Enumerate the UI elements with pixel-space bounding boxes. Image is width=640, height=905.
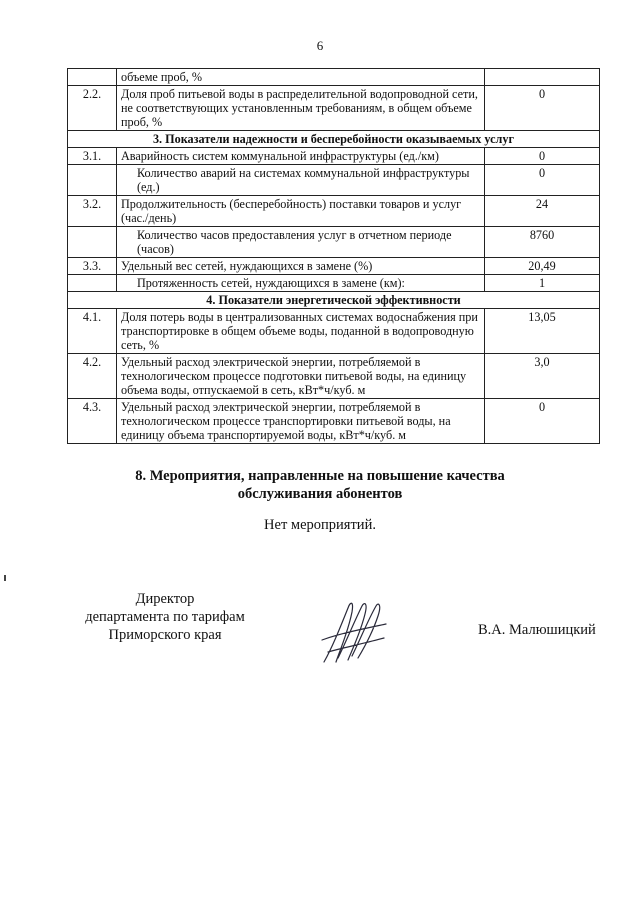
row-number: 4.3. bbox=[68, 399, 117, 444]
signer-title-line-2: департамента по тарифам bbox=[85, 609, 245, 625]
indicator-name: Доля потерь воды в централизованных системах водоснабжения при транспортировке в общем объеме воды, поданной в водопроводную сеть, % bbox=[117, 309, 485, 354]
handwritten-signature-icon bbox=[318, 598, 390, 666]
indicator-value: 0 bbox=[485, 399, 600, 444]
indicator-name: Количество часов предоставления услуг в отчетном периоде (часов) bbox=[117, 227, 485, 258]
table-row bbox=[68, 165, 600, 196]
row-number: 4.1. bbox=[68, 309, 117, 354]
row-number: 3.3. bbox=[68, 258, 117, 275]
indicator-value: 3,0 bbox=[485, 354, 600, 399]
indicators-table-body bbox=[68, 69, 600, 444]
table-row bbox=[68, 227, 600, 258]
indicator-name: Удельный расход электрической энергии, потребляемой в технологическом процессе подготовки питьевой воды, на единицу объема воды, отпускаемой в сеть, кВт*ч/куб. м bbox=[117, 354, 485, 399]
signer-title-line-3: Приморского края bbox=[108, 627, 222, 643]
margin-mark bbox=[4, 575, 6, 581]
indicator-name: объеме проб, % bbox=[117, 69, 485, 86]
section-8-heading-line-1: 8. Мероприятия, направленные на повышение качества bbox=[135, 468, 505, 484]
indicator-value: 1 bbox=[485, 275, 600, 292]
signer-name: В.А. Малюшицкий bbox=[478, 622, 596, 638]
signer-title-line-1: Директор bbox=[135, 591, 195, 607]
indicator-name: Аварийность систем коммунальной инфраструктуры (ед./км) bbox=[117, 148, 485, 165]
section-header-row bbox=[68, 131, 600, 148]
signer-title bbox=[60, 590, 270, 644]
table-row bbox=[68, 148, 600, 165]
indicator-value: 8760 bbox=[485, 227, 600, 258]
table-row bbox=[68, 258, 600, 275]
section-title: 4. Показатели энергетической эффективности bbox=[68, 292, 600, 309]
no-measures-text: Нет мероприятий. bbox=[264, 517, 376, 533]
table-row bbox=[68, 69, 600, 86]
row-number bbox=[68, 165, 117, 196]
row-number bbox=[68, 227, 117, 258]
table-row bbox=[68, 354, 600, 399]
indicator-name: Удельный вес сетей, нуждающихся в замене (%) bbox=[117, 258, 485, 275]
table-row bbox=[68, 86, 600, 131]
indicator-value: 24 bbox=[485, 196, 600, 227]
indicators-table bbox=[67, 68, 600, 444]
row-number: 4.2. bbox=[68, 354, 117, 399]
row-number bbox=[68, 275, 117, 292]
row-number: 3.2. bbox=[68, 196, 117, 227]
section-8-heading-line-2: обслуживания абонентов bbox=[237, 486, 403, 502]
table-row bbox=[68, 399, 600, 444]
indicator-name: Продолжительность (бесперебойность) поставки товаров и услуг (час./день) bbox=[117, 196, 485, 227]
indicator-name: Количество аварий на системах коммунальной инфраструктуры (ед.) bbox=[117, 165, 485, 196]
indicator-value: 0 bbox=[485, 165, 600, 196]
section-header-row bbox=[68, 292, 600, 309]
table-row bbox=[68, 196, 600, 227]
section-8-heading bbox=[0, 467, 640, 503]
indicator-value: 20,49 bbox=[485, 258, 600, 275]
row-number: 3.1. bbox=[68, 148, 117, 165]
section-title: 3. Показатели надежности и бесперебойности оказываемых услуг bbox=[68, 131, 600, 148]
table-row bbox=[68, 309, 600, 354]
row-number bbox=[68, 69, 117, 86]
indicator-name: Удельный расход электрической энергии, потребляемой в технологическом процессе транспортировки питьевой воды, на единицу объема транспортируемой воды, кВт*ч/куб. м bbox=[117, 399, 485, 444]
indicator-value bbox=[485, 69, 600, 86]
indicator-value: 0 bbox=[485, 86, 600, 131]
page-number: 6 bbox=[316, 38, 324, 53]
indicator-name: Протяженность сетей, нуждающихся в замене (км): bbox=[117, 275, 485, 292]
row-number: 2.2. bbox=[68, 86, 117, 131]
indicator-name: Доля проб питьевой воды в распределительной водопроводной сети, не соответствующих установленным требованиям, в общем объеме проб, % bbox=[117, 86, 485, 131]
indicator-value: 13,05 bbox=[485, 309, 600, 354]
table-row bbox=[68, 275, 600, 292]
indicator-value: 0 bbox=[485, 148, 600, 165]
